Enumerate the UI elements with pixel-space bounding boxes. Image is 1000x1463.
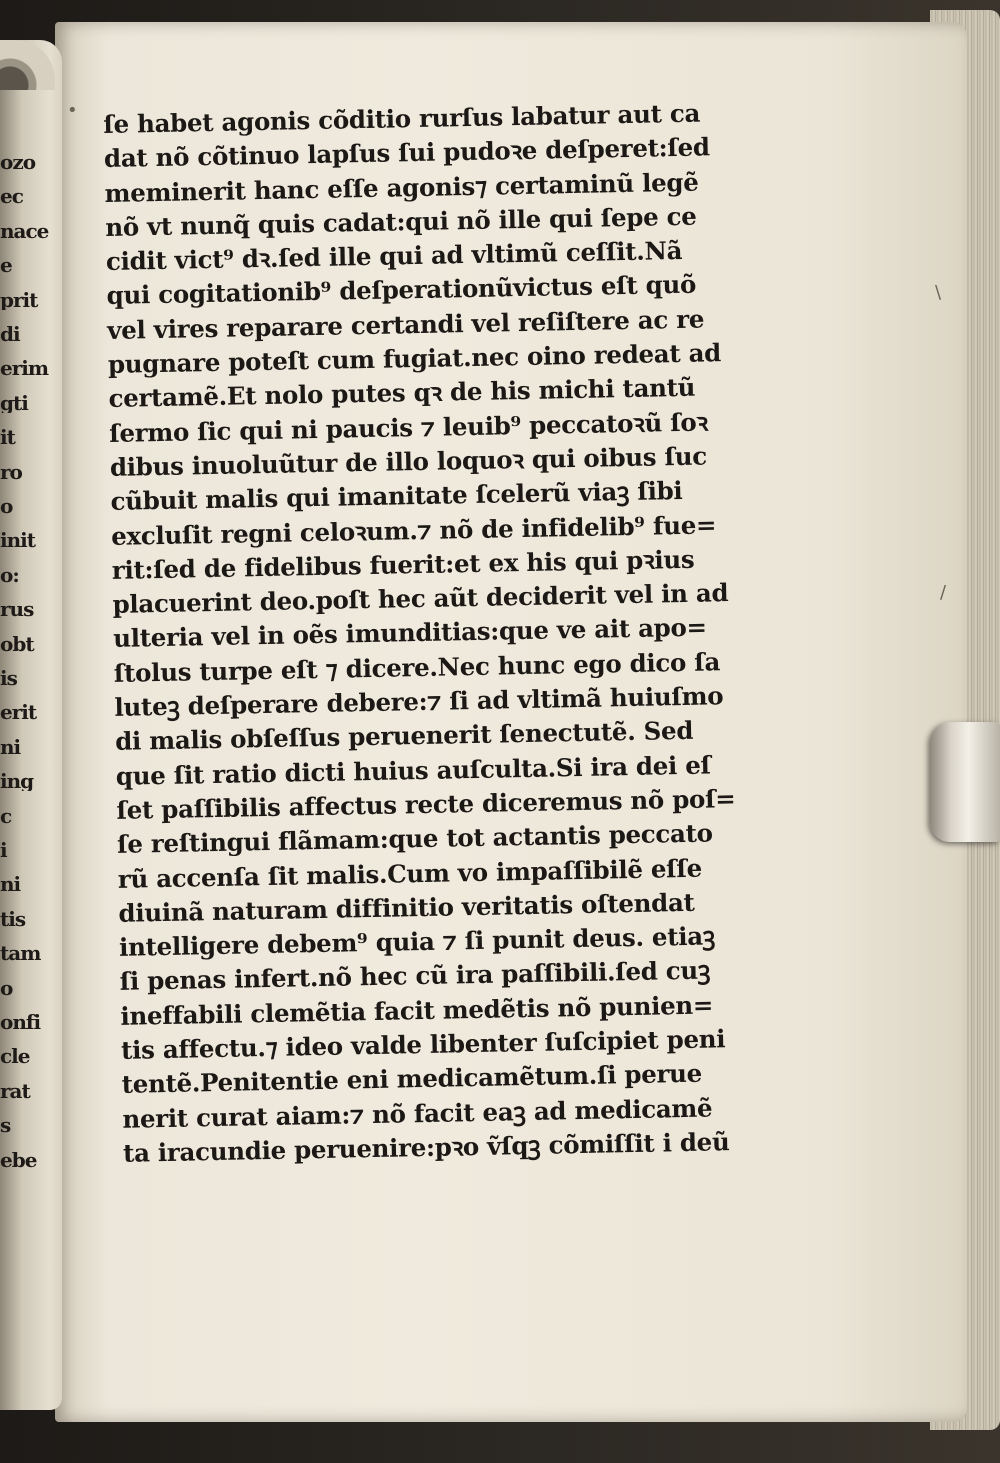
facing-page [0, 40, 62, 1410]
facing-page-fragment: s [0, 1115, 11, 1136]
facing-page-fragment: cle [0, 1046, 30, 1067]
text-line: ſermo ſic qui ni paucis ⁊ leuib⁹ peccatoꝛũ ſoꝛ [108, 407, 709, 448]
text-line: cidit vict⁹ dꝛ.ſed ille qui ad vltimũ ceſſit.Nã [105, 236, 683, 277]
text-line: ſtolus turpe eſt ⁊ dicere.Nec hunc ego dico ſa [113, 647, 721, 688]
facing-page-fragment: i [0, 840, 7, 860]
text-line: que ſit ratio dicti huius auſculta.Si ira dei eſ [115, 750, 712, 791]
text-line: di malis obſeſſus peruenerit ſenectutẽ. Sed [114, 716, 694, 757]
text-line: tentẽ.Penitentie eni medicamẽtum.ſi perue [121, 1058, 703, 1100]
text-line: ulteria vel in oẽs imunditias:que ve ait apo= [112, 612, 708, 654]
facing-page-fragment: init [0, 530, 35, 551]
facing-page-fragment: erim [0, 358, 49, 379]
facing-page-fragment: o: [0, 564, 19, 585]
text-line: rũ accenſa ſit malis.Cum vo impaſſibilẽ eſſe [117, 853, 703, 894]
facing-page-fragment: ni [0, 736, 21, 757]
facing-page-fragment: onfi [0, 1012, 41, 1032]
facing-page-fragment: c [0, 805, 12, 826]
text-line: dat nõ cõtinuo lapſus ſui pudoꝛe deſperet:ſed [103, 132, 710, 174]
facing-page-fragment: tam [0, 943, 41, 964]
text-line: diuinã naturam diffinitio veritatis oſtendat [118, 887, 695, 928]
facing-page-fragment: erit [0, 702, 37, 723]
main-page [55, 22, 967, 1422]
text-line: intelligere debem⁹ quia ⁊ ſi punit deus. etiaꝫ [118, 921, 716, 962]
facing-page-fragment: rus [0, 599, 34, 620]
text-line: meminerit hanc eſſe agonis⁊ certaminũ legẽ [104, 167, 699, 208]
facing-page-fragment: prit [0, 289, 38, 310]
facing-page-fragment: ro [0, 461, 22, 482]
facing-page-fragment: ozo [0, 152, 36, 172]
text-line: ſi penas infert.nõ hec cũ ira paſſibili.ſed cuꝫ [119, 955, 711, 997]
text-line: vel vires reparare certandi vel reſiſtere ac re [106, 304, 705, 345]
text-block [103, 95, 803, 1171]
margin-mark: / [940, 582, 947, 603]
facing-page-fragment: ec [0, 186, 23, 207]
facing-page-fragment: di [0, 324, 20, 344]
text-line: tis affectu.⁊ ideo valde libenter ſuſcipiet peni [120, 1024, 726, 1065]
text-line: pugnare poteſt cum fugiat.nec oino redeat ad [107, 338, 722, 380]
facing-page-fragment: rat [0, 1080, 30, 1101]
facing-page-fragment: obt [0, 633, 34, 654]
text-line: dibus inuoluũtur de illo loquoꝛ qui oibus ſuc [109, 441, 708, 482]
text-line: excluſit regni celoꝛum.⁊ nõ de infidelib⁹ fue= [110, 509, 717, 551]
text-line: ta iracundie peruenire:pꝛo ṽſqꝫ cõmiſſit i deũ [122, 1127, 730, 1168]
facing-page-fragment: e [0, 255, 12, 276]
facing-page-fragment: ing [0, 771, 34, 792]
facing-page-fragment: nace [0, 220, 49, 241]
text-line: ſe habet agonis cõditio rurſus labatur aut ca [103, 98, 701, 139]
facing-page-fragment: it [0, 427, 15, 448]
facing-page-fragment: o [0, 496, 13, 516]
facing-page-fragment: tis [0, 908, 26, 929]
clasp [930, 722, 1000, 842]
text-line: certamẽ.Et nolo putes qꝛ de his michi tantũ [108, 373, 696, 414]
text-line: qui cogitationib⁹ deſperationũvictus eſt quõ [106, 270, 697, 311]
text-line: cũbuit malis qui imanitate ſcelerũ viaꝫ ſibi [110, 476, 683, 517]
text-line: nerit curat aiam:⁊ nõ facit eaꝫ ad medicamẽ [122, 1093, 713, 1134]
text-line: luteꝫ deſperare debere:⁊ ſi ad vltimã huiuſmo [114, 681, 724, 722]
text-line: ſet paſſibilis affectus recte diceremus nõ poſ= [116, 783, 736, 825]
margin-mark: \ [935, 282, 942, 303]
facing-page-fragment: ebe [0, 1149, 37, 1170]
text-line: ſe reſtingui flãmam:que tot actantis peccato [116, 818, 713, 860]
facing-page-fragment: ni [0, 874, 21, 895]
facing-page-fragment: gti [0, 392, 28, 413]
text-line: rit:ſed de fidelibus fuerit:et ex his qui pꝛius [111, 544, 695, 585]
text-line: placuerint deo.poſt hec aũt deciderit vel in ad [112, 578, 729, 620]
text-line: nõ vt nunq̃ quis cadat:qui nõ ille qui ſepe ce [105, 201, 697, 242]
facing-page-fragment: o [0, 977, 13, 998]
text-line: ineffabili clemẽtia facit medẽtis nõ punien= [120, 990, 714, 1031]
margin-dot: • [67, 100, 78, 121]
facing-page-fragment: is [0, 668, 17, 688]
